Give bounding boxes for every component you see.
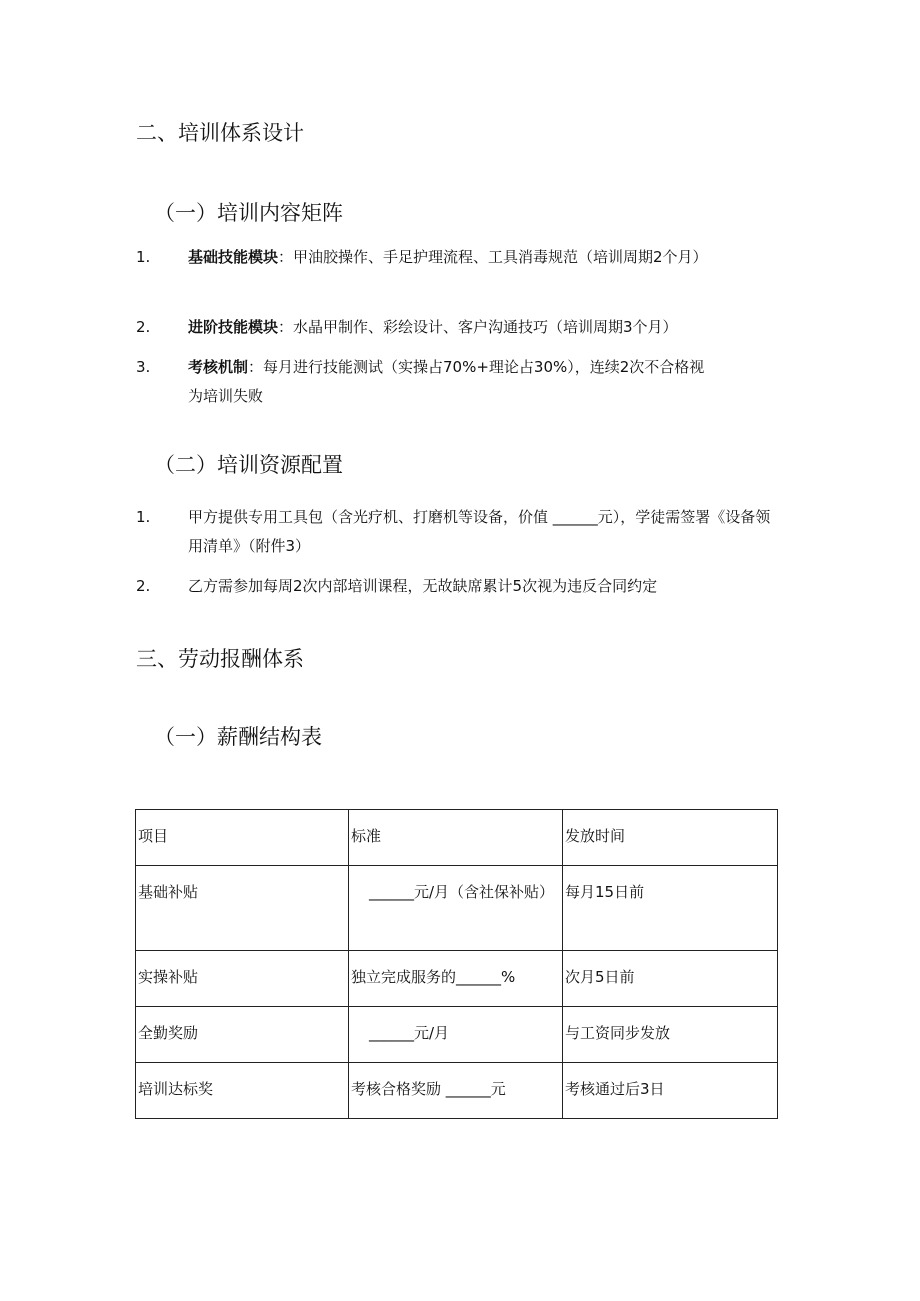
pay-structure-table	[135, 809, 778, 1119]
table-cell: 独立完成服务的______%	[349, 951, 563, 1007]
list-item-text: ：水晶甲制作、彩绘设计、客户沟通技巧（培训周期3个月）	[278, 318, 678, 336]
list-number: 2.	[136, 318, 151, 336]
table-cell: 实操补贴	[136, 951, 349, 1007]
list-item-body: 甲方提供专用工具包（含光疗机、打磨机等设备，价值 ______元），学徒需签署《设备领用清单》（附件3）	[188, 508, 771, 555]
table-cell-text: ______元/月（含社保补贴）	[369, 883, 555, 901]
list-item-label: 进阶技能模块	[188, 318, 279, 336]
table-row	[136, 1007, 778, 1063]
table-header-cell: 标准	[349, 810, 563, 866]
table-cell: 次月5日前	[563, 951, 778, 1007]
table-cell	[349, 866, 563, 951]
list-item-body	[188, 353, 718, 411]
table-header-row	[136, 810, 778, 866]
list-item	[136, 503, 776, 561]
table-cell: 考核通过后3日	[563, 1063, 778, 1119]
list-item-text: ：每月进行技能测试（实操占70%+理论占30%），连续2次不合格视为培训失败	[188, 358, 705, 405]
list-number: 2.	[136, 577, 151, 595]
table-cell: 考核合格奖励 ______元	[349, 1063, 563, 1119]
table-cell: 培训达标奖	[136, 1063, 349, 1119]
list-item-label: 基础技能模块	[188, 248, 279, 266]
table-cell: 与工资同步发放	[563, 1007, 778, 1063]
table-cell-text: ______元/月	[369, 1024, 450, 1042]
table-cell	[349, 1007, 563, 1063]
subsection-heading-pay-table: （一）薪酬结构表	[154, 725, 322, 749]
section-heading-training-system: 二、培训体系设计	[136, 121, 304, 145]
list-item-label: 考核机制	[188, 358, 249, 376]
list-item	[136, 313, 776, 342]
section-heading-compensation: 三、劳动报酬体系	[136, 647, 304, 671]
table-cell: 基础补贴	[136, 866, 349, 951]
table-header-cell: 项目	[136, 810, 349, 866]
list-item	[136, 243, 776, 301]
list-number: 1.	[136, 508, 151, 526]
list-item-text: ：甲油胶操作、手足护理流程、工具消毒规范（培训周期2个月）	[278, 248, 708, 266]
subsection-heading-training-content: （一）培训内容矩阵	[154, 201, 343, 225]
table-row	[136, 1063, 778, 1119]
list-item-body: 乙方需参加每周2次内部培训课程，无故缺席累计5次视为违反合同约定	[188, 577, 658, 595]
table-header-cell: 发放时间	[563, 810, 778, 866]
list-number: 3.	[136, 358, 151, 376]
table-row	[136, 951, 778, 1007]
list-item-body	[188, 313, 778, 342]
subsection-heading-training-resources: （二）培训资源配置	[154, 453, 343, 477]
list-number: 1.	[136, 248, 151, 266]
list-item	[136, 353, 776, 411]
table-cell: 每月15日前	[563, 866, 778, 951]
table-row	[136, 866, 778, 951]
list-item	[136, 572, 776, 601]
table-cell: 全勤奖励	[136, 1007, 349, 1063]
list-item-body	[188, 243, 778, 272]
